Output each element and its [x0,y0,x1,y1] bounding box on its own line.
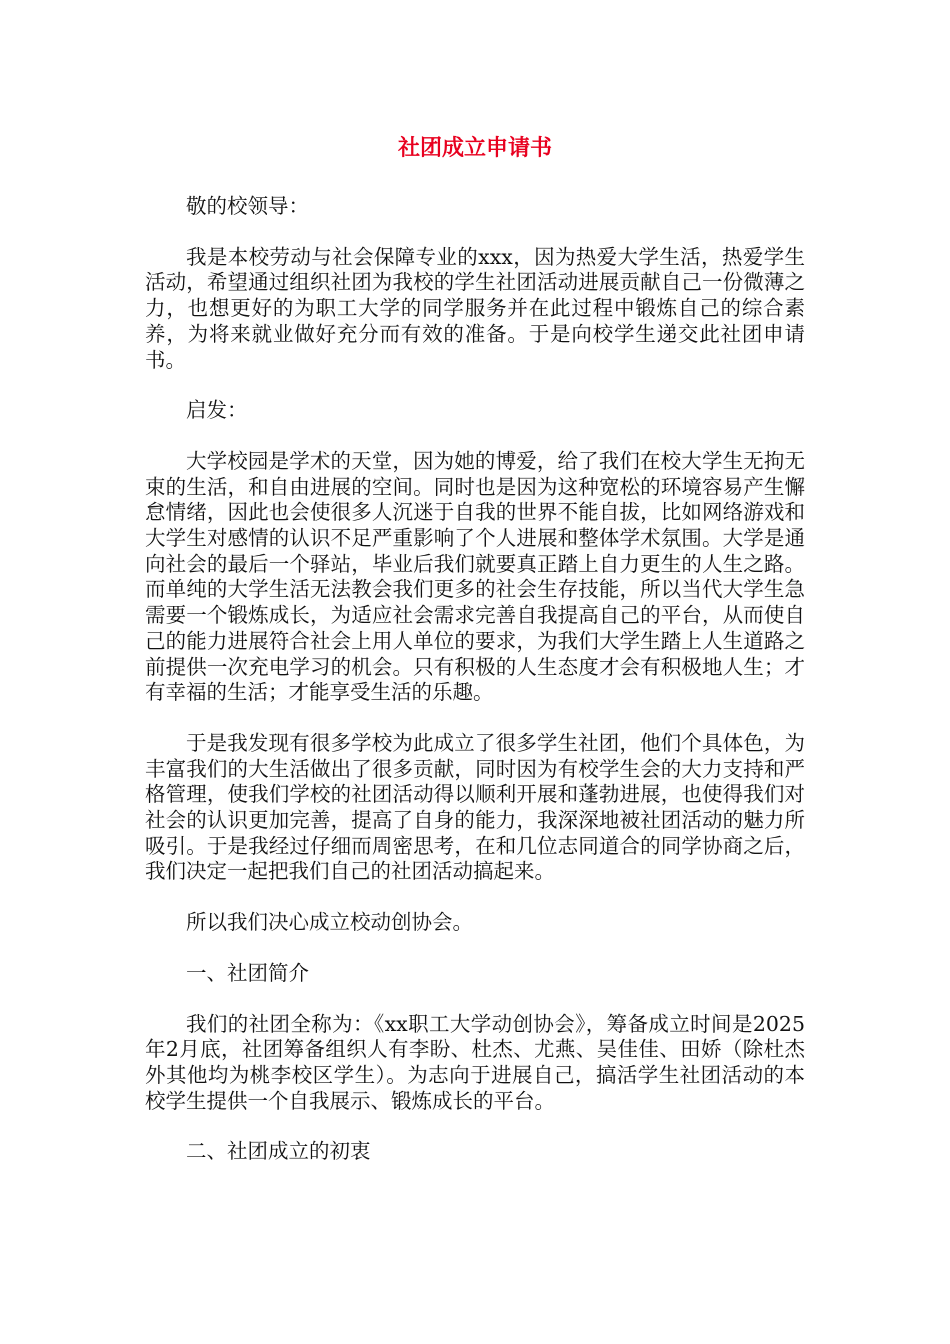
discovery-paragraph: 于是我发现有很多学校为此成立了很多学生社团，他们个具体色，为丰富我们的大生活做出了很多贡献，同时因为有校学生会的大力支持和严格管理，使我们学校的社团活动得以顺利开展和蓬勃进展，也使得我们对社会的认识更加完善，提高了自身的能力，我深深地被社团活动的魅力所吸引。于是我经过仔细而周密思考，在和几位志同道合的同学协商之后，我们决定一起把我们自己的社团活动搞起来。 [145,730,805,884]
section-heading-purpose: 二、社团成立的初衷 [186,1139,371,1164]
salutation: 敬的校领导： [186,194,309,218]
intro-paragraph: 我是本校劳动与社会保障专业的xxx，因为热爱大学生活，热爱学生活动，希望通过组织社团为我校的学生社团活动进展贡献自己一份微薄之力，也想更好的为职工大学的同学服务并在此过程中锻炼自己的综合素养，为将来就业做好充分而有效的准备。于是向校学生递交此社团申请书。 [145,244,805,372]
document-title: 社团成立申请书 [397,136,552,161]
inspiration-paragraph: 大学校园是学术的天堂，因为她的博爱，给了我们在校大学生无拘无束的生活，和自由进展的空间。同时也是因为这种宽松的环境容易产生懈怠情绪，因此也会使很多人沉迷于自我的世界不能自拔，比如网络游戏和大学生对感情的认识不足严重影响了个人进展和整体学术氛围。大学是通向社会的最后一个驿站，毕业后我们就要真正踏上自力更生的人生之路。而单纯的大学生活无法教会我们更多的社会生存技能，所以当代大学生急需要一个锻炼成长，为适应社会需求完善自我提高自己的平台，从而使自己的能力进展符合社会上用人单位的要求，为我们大学生踏上人生道路之前提供一次充电学习的机会。只有积极的人生态度才会有积极地人生；才有幸福的生活；才能享受生活的乐趣。 [145,448,805,705]
decision-paragraph: 所以我们决心成立校动创协会。 [186,910,473,935]
document-body [145,194,805,1190]
overview-paragraph: 我们的社团全称为：《xx职工大学动创协会》，筹备成立时间是2025年2月底，社团筹备组织人有李盼、杜杰、尤燕、吴佳佳、田娇（除杜杰外其他均为桃李校区学生）。为志向于进展自己，搞活学生社团活动的本校学生提供一个自我展示、锻炼成长的平台。 [145,1011,805,1113]
section-heading-overview: 一、社团简介 [186,960,309,985]
section-heading-inspiration: 启发： [186,398,248,423]
